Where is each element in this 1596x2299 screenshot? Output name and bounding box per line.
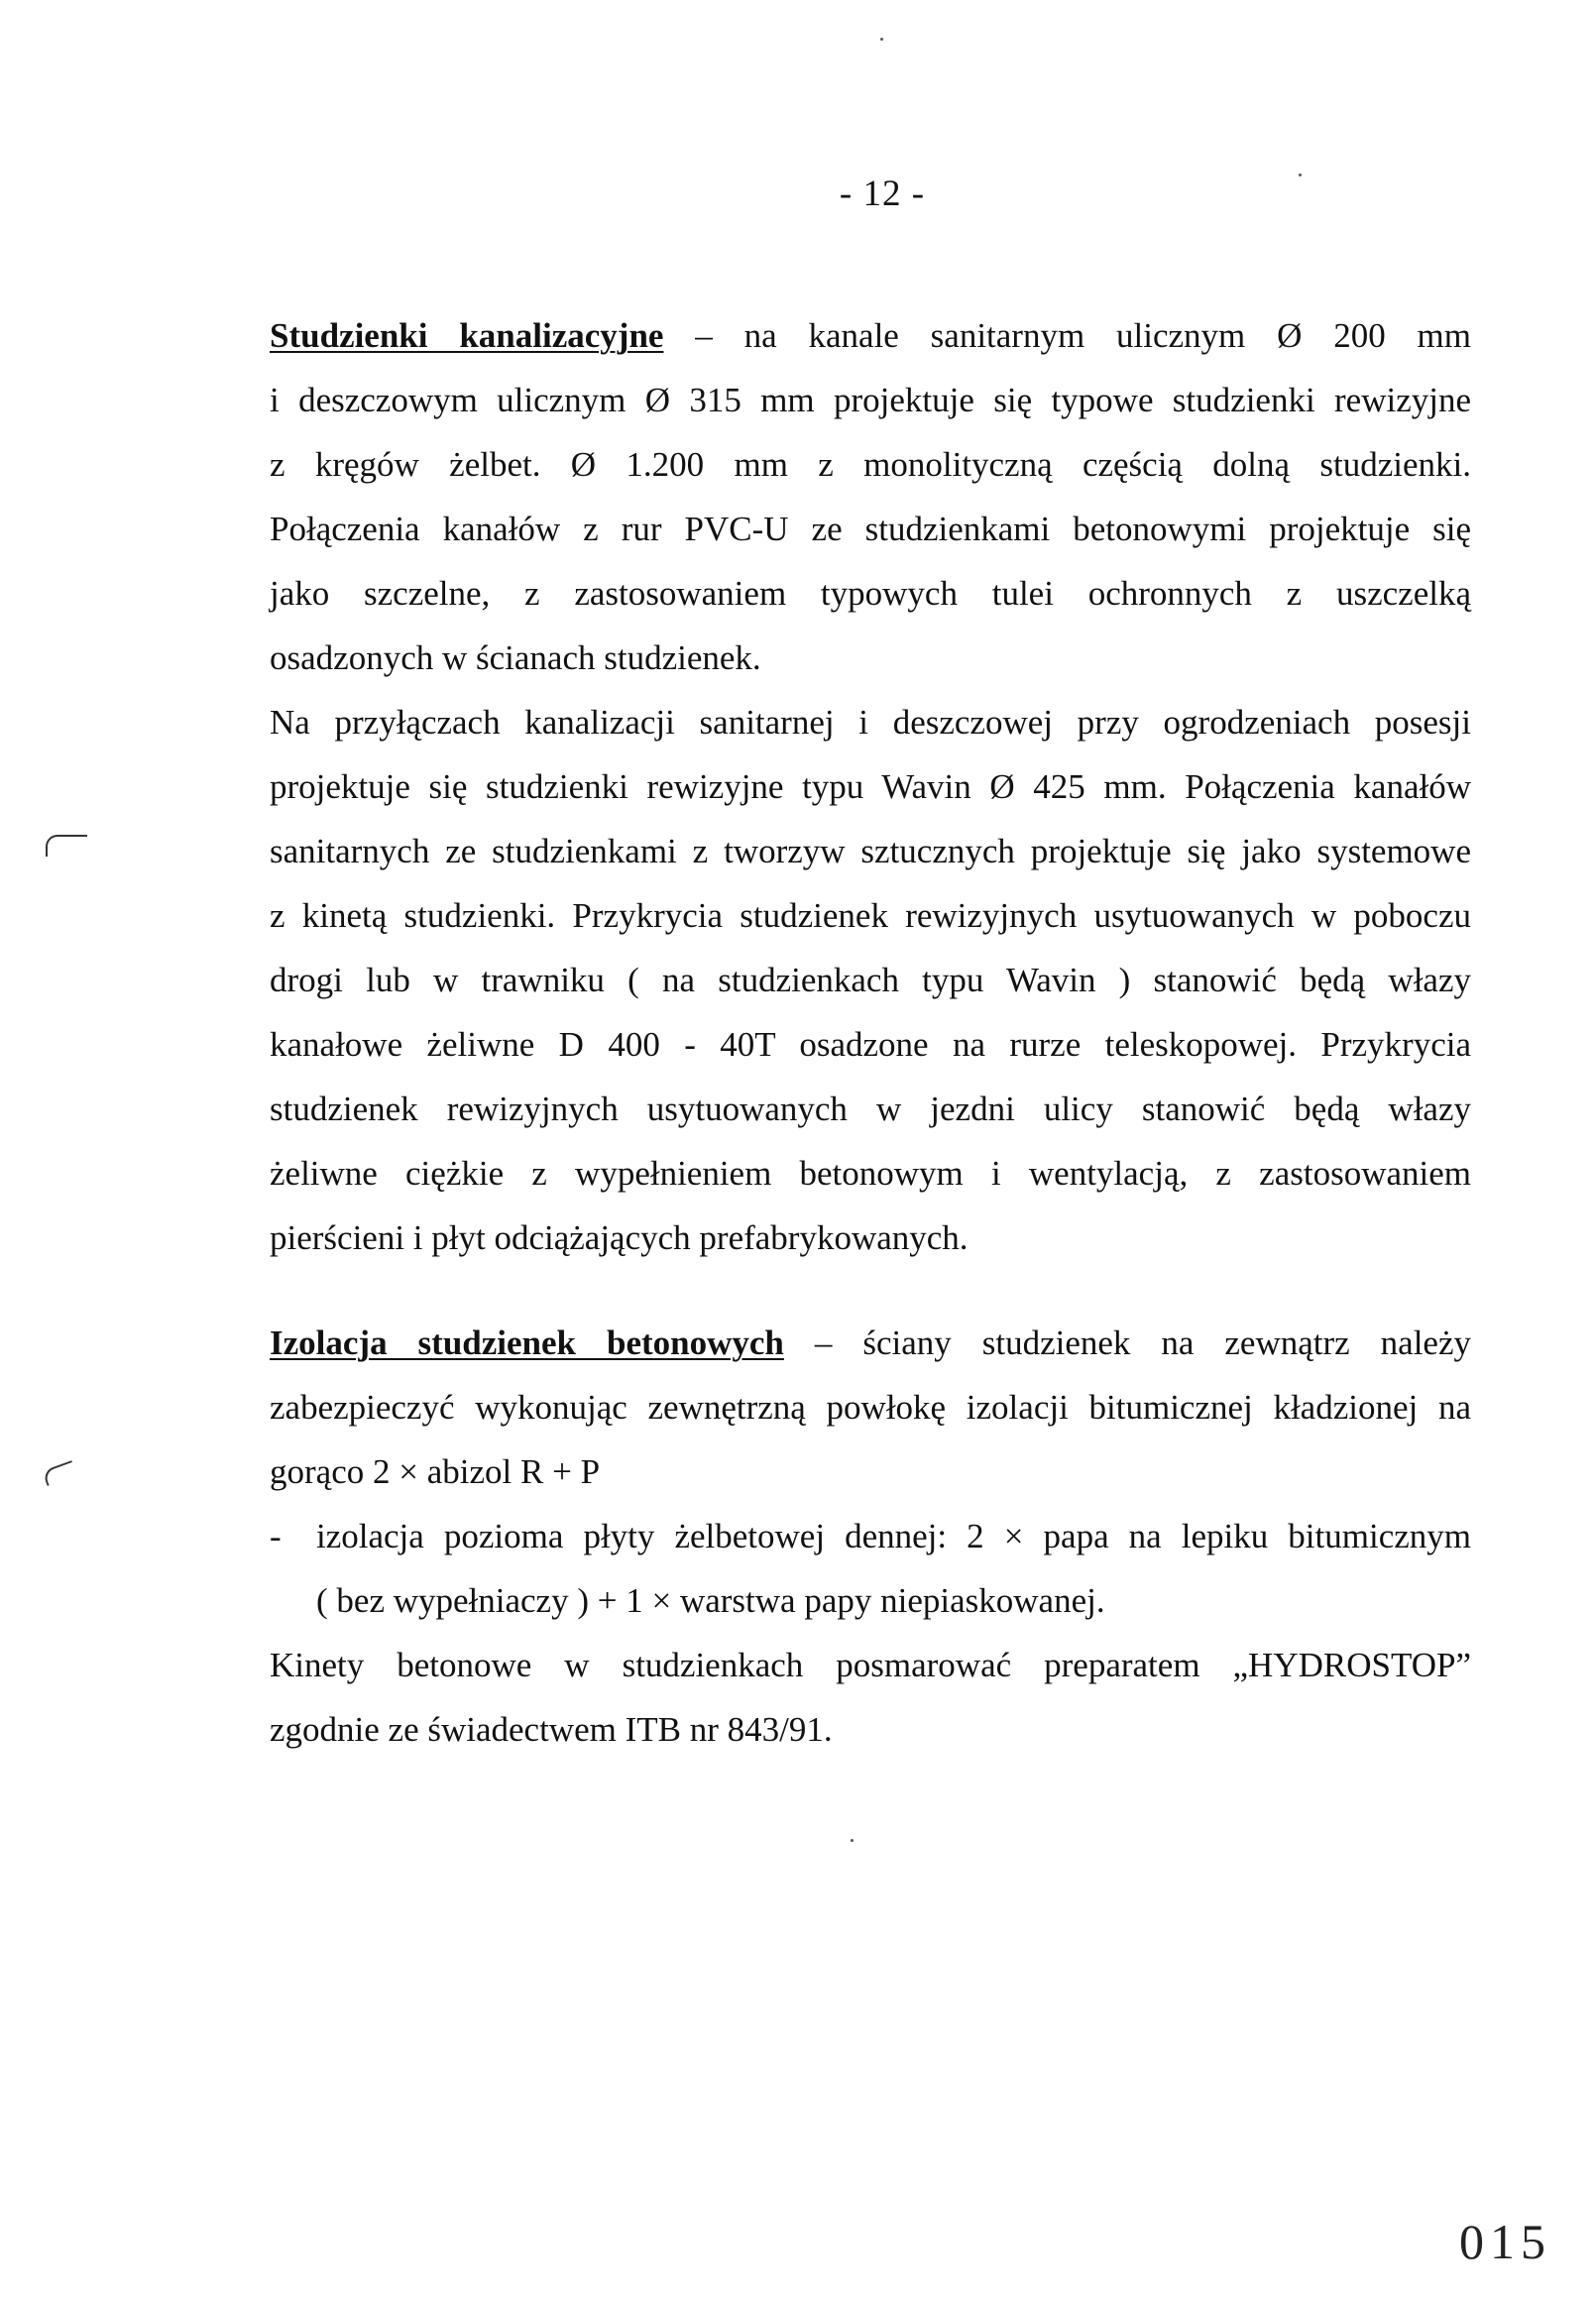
archive-stamp-number: 015 bbox=[1459, 2214, 1551, 2269]
text-line: kanałowe żeliwne D 400 - 40T osadzone na rurze teleskopowej. Przykrycia bbox=[270, 1025, 1471, 1064]
text-line-rest: – ściany studzienek na zewnątrz należy bbox=[783, 1323, 1471, 1362]
scan-speck bbox=[851, 1839, 854, 1842]
text-line-rest: – na kanale sanitarnym ulicznym Ø 200 mm bbox=[663, 316, 1471, 355]
page-number: - 12 - bbox=[839, 173, 926, 214]
section-manhole-insulation bbox=[270, 1311, 1471, 1762]
bullet-item bbox=[270, 1504, 1471, 1568]
section-sanitary-manholes bbox=[270, 303, 1471, 1270]
text-line: zabezpieczyć wykonując zewnętrzną powłokę izolacji bitumicznej kładzionej na bbox=[270, 1388, 1471, 1427]
text-line: z kręgów żelbet. Ø 1.200 mm z monolityczną częścią dolną studzienki. bbox=[270, 445, 1471, 484]
text-line: jako szczelne, z zastosowaniem typowych tulei ochronnych z uszczelką bbox=[270, 574, 1471, 613]
margin-pen-mark bbox=[46, 835, 87, 857]
bullet-text: izolacja pozioma płyty żelbetowej dennej: 2 × papa na lepiku bitumicznym bbox=[316, 1517, 1471, 1555]
section-heading: Studzienki kanalizacyjne bbox=[270, 316, 664, 355]
bullet-dash: - bbox=[270, 1517, 282, 1555]
text-line: Połączenia kanałów z rur PVC-U ze studzienkami betonowymi projektuje się bbox=[270, 510, 1471, 548]
section-heading: Izolacja studzienek betonowych bbox=[270, 1323, 784, 1362]
text-line: z kinetą studzienki. Przykrycia studzienek rewizyjnych usytuowanych w poboczu bbox=[270, 896, 1471, 935]
text-line: Na przyłączach kanalizacji sanitarnej i deszczowej przy ogrodzeniach posesji bbox=[270, 703, 1471, 742]
text-line: sanitarnych ze studzienkami z tworzyw sztucznych projektuje się jako systemowe bbox=[270, 832, 1471, 870]
text-line: i deszczowym ulicznym Ø 315 mm projektuje się typowe studzienki rewizyjne bbox=[270, 381, 1471, 419]
text-line: osadzonych w ścianach studzienek. bbox=[270, 638, 761, 677]
text-line: drogi lub w trawniku ( na studzienkach typu Wavin ) stanowić będą włazy bbox=[270, 961, 1471, 999]
text-line: zgodnie ze świadectwem ITB nr 843/91. bbox=[270, 1710, 833, 1749]
text-line: gorąco 2 × abizol R + P bbox=[270, 1452, 601, 1491]
scan-speck bbox=[1299, 173, 1302, 176]
text-line bbox=[270, 1311, 1471, 1375]
text-line: pierścieni i płyt odciążających prefabrykowanych. bbox=[270, 1218, 969, 1257]
text-line: projektuje się studzienki rewizyjne typu Wavin Ø 425 mm. Połączenia kanałów bbox=[270, 767, 1471, 806]
text-line: Kinety betonowe w studzienkach posmarować preparatem „HYDROSTOP” bbox=[270, 1646, 1471, 1684]
text-line bbox=[270, 303, 1471, 368]
bullet-continuation: ( bez wypełniaczy ) + 1 × warstwa papy niepiaskowanej. bbox=[316, 1581, 1105, 1620]
scan-speck bbox=[880, 38, 883, 41]
text-line: studzienek rewizyjnych usytuowanych w jezdni ulicy stanowić będą włazy bbox=[270, 1090, 1471, 1128]
text-line: żeliwne ciężkie z wypełnieniem betonowym i wentylacją, z zastosowaniem bbox=[270, 1154, 1471, 1193]
margin-pen-mark bbox=[42, 1460, 77, 1486]
